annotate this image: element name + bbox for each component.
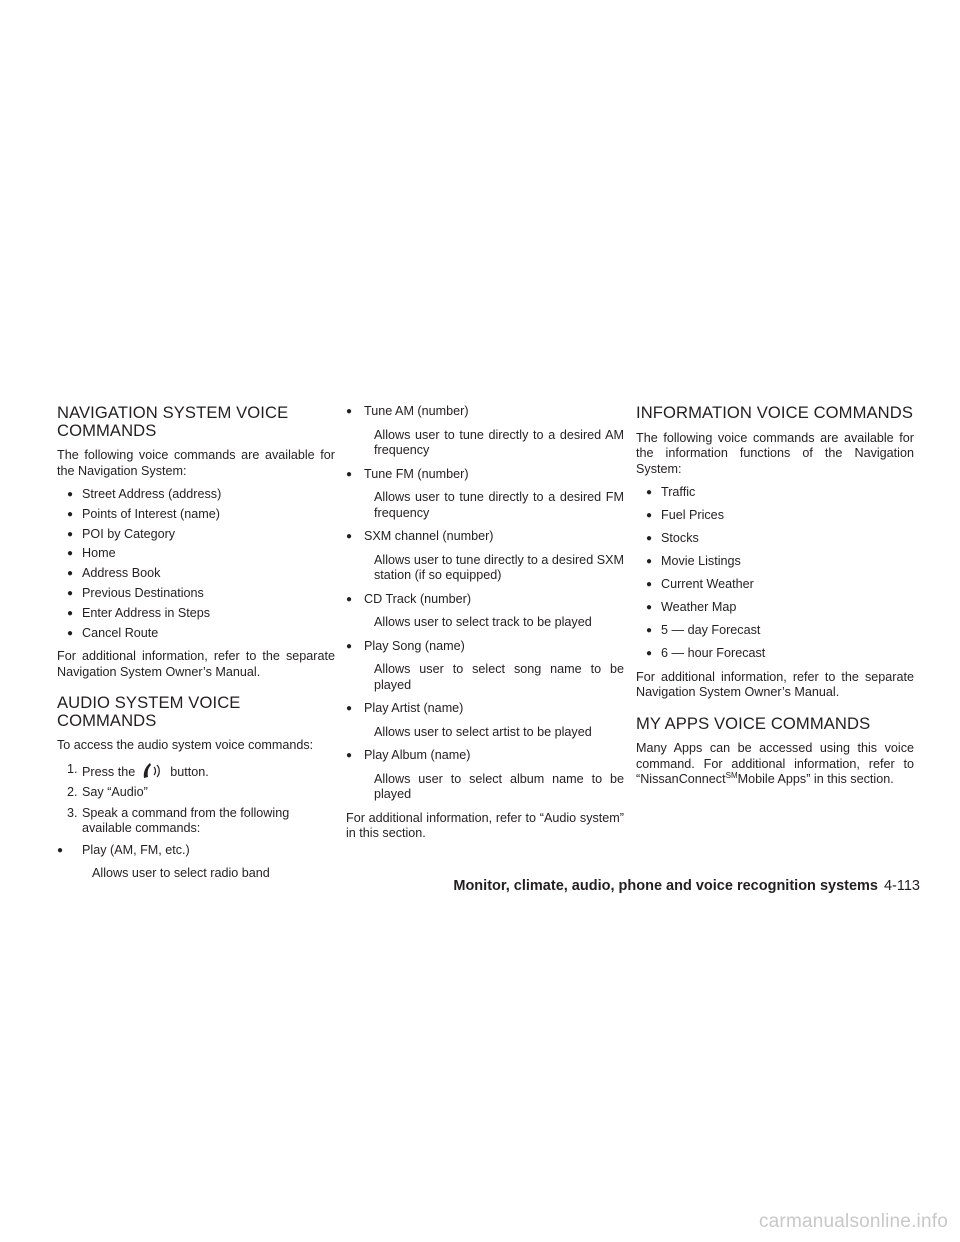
step-item: 3. Speak a command from the following available commands: — [67, 805, 290, 836]
step-item: 1. Press the button. — [67, 761, 209, 779]
info-section-intro: The following voice commands are available for the information functions of the Navigation System: — [636, 430, 914, 476]
audio-command-item: ● Play (AM, FM, etc.) Allows user to select radio band — [57, 843, 335, 882]
info-section-title: INFORMATION VOICE COMMANDS — [636, 403, 914, 422]
list-item: ● Fuel Prices — [636, 508, 914, 524]
audio-section-outro: For additional information, refer to “Audio system” in this section. — [346, 810, 624, 840]
audio-steps — [57, 762, 335, 837]
audio-command-item: ● CD Track (number) Allows user to select track to be played — [346, 592, 624, 631]
list-item: ● Address Book — [57, 566, 335, 582]
list-item: ● Previous Destinations — [57, 586, 335, 602]
audio-section-title: AUDIO SYSTEM VOICE COMMANDS — [57, 693, 241, 730]
list-item: ● Weather Map — [636, 600, 914, 616]
service-mark: SM — [725, 770, 738, 780]
list-item: ● Traffic — [636, 485, 914, 501]
audio-command-item: ● Tune AM (number) Allows user to tune directly to a desired AM frequency — [346, 404, 624, 459]
watermark: carmanualsonline.info — [758, 1211, 948, 1232]
audio-command-item: ● Play Song (name) Allows user to select song name to be played — [346, 639, 624, 694]
step-item: 2. Say “Audio” — [67, 785, 148, 800]
nav-command-list — [57, 487, 335, 641]
nav-section-intro: The following voice commands are available for the Navigation System: — [57, 448, 335, 478]
column-middle — [346, 404, 624, 850]
audio-command-item: ● Play Artist (name) Allows user to select artist to be played — [346, 701, 624, 740]
page-number: 4-113 — [883, 878, 920, 894]
footer-section-title: Monitor, climate, audio, phone and voice recognition systems — [453, 878, 878, 894]
audio-command-item: ● Play Album (name) Allows user to select album name to be played — [346, 748, 624, 803]
page-footer — [420, 878, 920, 894]
list-item: ● 5 — day Forecast — [636, 623, 914, 639]
nav-section-title: NAVIGATION SYSTEM VOICE COMMANDS — [57, 403, 289, 440]
column-right — [636, 404, 914, 796]
nav-section-outro: For additional information, refer to the separate Navigation System Owner’s Manual. — [57, 649, 335, 679]
list-item: ● Current Weather — [636, 577, 914, 593]
list-item: ● Stocks — [636, 531, 914, 547]
list-item: ● Street Address (address) — [57, 487, 335, 503]
info-command-list — [636, 485, 914, 662]
list-item: ● Cancel Route — [57, 626, 335, 642]
voice-recognition-icon — [141, 762, 163, 780]
list-item: ● Home — [57, 546, 335, 562]
audio-section-intro: To access the audio system voice commands: — [57, 738, 314, 753]
audio-command-item: ● SXM channel (number) Allows user to tune directly to a desired SXM station (if so equipped) — [346, 529, 624, 584]
apps-section-title: MY APPS VOICE COMMANDS — [636, 713, 871, 733]
list-item: ● 6 — hour Forecast — [636, 646, 914, 662]
info-section-outro: For additional information, refer to the separate Navigation System Owner’s Manual. — [636, 669, 914, 699]
list-item: ● POI by Category — [57, 527, 335, 543]
column-left — [57, 404, 335, 890]
list-item: ● Movie Listings — [636, 554, 914, 570]
list-item: ● Points of Interest (name) — [57, 507, 335, 523]
list-item: ● Enter Address in Steps — [57, 606, 335, 622]
apps-section-text: Many Apps can be accessed using this voice command. For additional information, refer to “NissanConnect℠Mobile Apps” in this section. — [636, 741, 914, 786]
audio-command-item: ● Tune FM (number) Allows user to tune directly to a desired FM frequency — [346, 467, 624, 522]
